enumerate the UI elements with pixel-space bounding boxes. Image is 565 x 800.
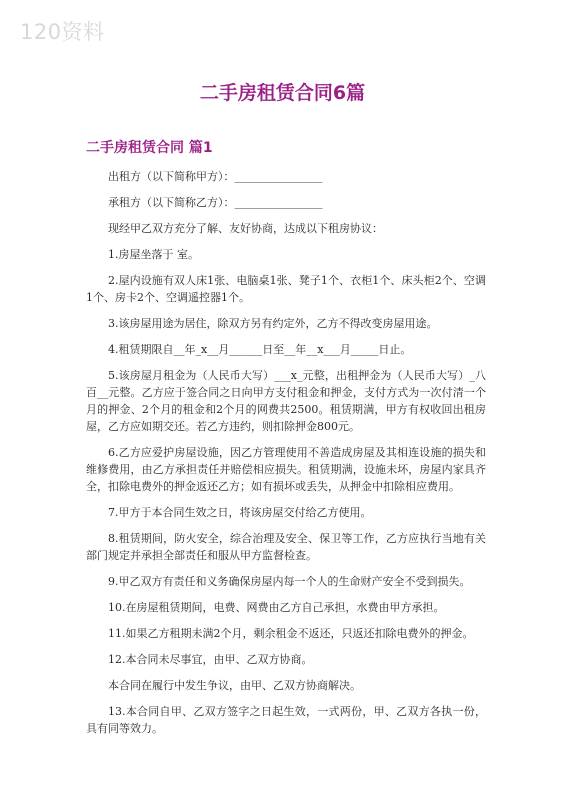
paragraph: 8.租赁期间，防火安全，综合治理及安全、保卫等工作，乙方应执行当地有关部门规定并承担全部责任和服从甲方监督检查。: [86, 532, 486, 562]
paragraph: 本合同在履行中发生争议，由甲、乙双方协商解决。: [108, 679, 361, 692]
paragraph: 4.租赁期限自__年_x__月______日至__年__x___月_____日止。: [108, 343, 412, 356]
section-heading: 二手房租赁合同 篇1: [86, 140, 213, 156]
watermark-logo: 120资料: [20, 20, 105, 44]
paragraph: 承租方（以下简称乙方）：________________: [108, 196, 323, 209]
paragraph: 10.在房屋租赁期间，电费、网费由乙方自己承担，水费由甲方承担。: [108, 601, 445, 614]
paragraph: 1.房屋坐落于 室。: [108, 248, 199, 261]
paragraph: 11.如果乙方租期未满2个月，剩余租金不返还，只返还扣除电费外的押金。: [108, 627, 474, 640]
paragraph: 5.该房屋月租金为（人民币大写）___x_元整，出租押金为（人民币大写）_八百__元整。乙方应于签合同之日向甲方支付租金和押金，支付方式为一次付清一个月的押金、2个月的租金和2个月的网费共2500。租赁期满，甲方有权收回出租房屋，乙方应如期交还。若乙方违约，则扣除押金800元。: [86, 369, 486, 433]
paragraph: 现经甲乙双方充分了解、友好协商，达成以下租房协议：: [108, 222, 383, 235]
paragraph: 9.甲乙双方有责任和义务确保房屋内每一个人的生命财产安全不受到损失。: [108, 575, 471, 588]
paragraph: 13.本合同自甲、乙双方签字之日起生效，一式两份，甲、乙双方各执一份，具有同等效力。: [86, 705, 486, 735]
contract-body: [86, 168, 486, 737]
paragraph: 6.乙方应爱护房屋设施，因乙方管理使用不善造成房屋及其相连设施的损失和维修费用，由乙方承担责任并赔偿相应损失。租赁期满，设施未坏，房屋内家具齐全，扣除电费外的押金返还乙方；如有损坏或丢失，从押金中扣除相应费用。: [86, 446, 486, 493]
paragraph: 7.甲方于本合同生效之日，将该房屋交付给乙方使用。: [108, 506, 372, 519]
paragraph: 12.本合同未尽事宜，由甲、乙双方协商。: [108, 653, 313, 666]
paragraph: 出租方（以下简称甲方）：________________: [108, 170, 323, 183]
document-title: 二手房租赁合同6篇: [199, 82, 366, 104]
paragraph: 2.屋内设施有双人床1张、电脑桌1张、凳子1个、衣柜1个、床头柜2个、空调1个、房卡2个、空调遥控器1个。: [86, 274, 486, 304]
paragraph: 3.该房屋用途为居住，除双方另有约定外，乙方不得改变房屋用途。: [108, 317, 438, 330]
